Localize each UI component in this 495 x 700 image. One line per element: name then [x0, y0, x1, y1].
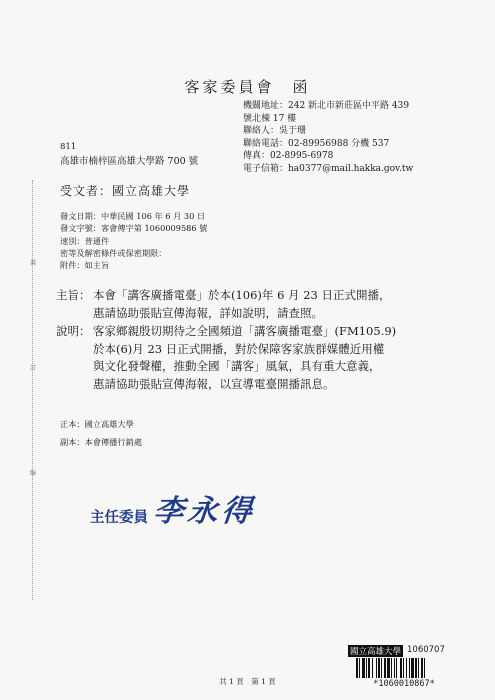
explanation-line-1: 客家鄉親殷切期待之全國頻道「講客廣播電臺」(FM105.9)	[93, 324, 397, 338]
delivery-speed: 速別：普通件	[60, 235, 110, 246]
recipient-address: 高雄市楠梓區高雄大學路 700 號	[60, 156, 199, 167]
recipient-zip: 811	[60, 142, 77, 152]
sender-info	[243, 100, 413, 176]
barcode	[356, 658, 452, 678]
cc-copy: 副本：本會傳播行銷處	[60, 437, 142, 447]
explanation-label: 說明：	[56, 324, 91, 338]
receipt-stamp	[348, 645, 460, 689]
document-number: 發文字號：客會傳字第 1060009586 號	[60, 223, 208, 234]
subject-line-1: 本會「講客廣播電臺」於本(106)年 6 月 23 日正式開播，	[93, 288, 391, 302]
attachment: 附件：如主旨	[60, 260, 110, 271]
explanation-section	[56, 323, 396, 393]
subject-section	[56, 287, 391, 322]
binding-mark-3: 線	[30, 470, 37, 477]
signature	[90, 486, 256, 530]
recipient: 受文者：國立高雄大學	[60, 184, 191, 198]
page-footer: 共 1 頁 第 1 頁	[219, 677, 276, 686]
explanation-line-4: 惠請協助張貼宣傳海報，以宣導電臺開播訊息。	[93, 376, 335, 391]
stamp-code: 1060707	[407, 645, 445, 655]
barcode-text: *1060010867*	[373, 679, 435, 689]
binding-mark-1: 裝	[30, 260, 37, 267]
issue-date: 發文日期：中華民國 106 年 6 月 30 日	[60, 211, 206, 221]
explanation-line-2: 於本(6)月 23 日正式開播，對於保障客家族群媒體近用權	[93, 341, 385, 356]
sender-phone: 聯絡電話：02-89956988 分機 537	[243, 138, 390, 149]
cc-primary: 正本：國立高雄大學	[60, 419, 134, 429]
binding-mark-2: 訂	[30, 365, 37, 372]
stamp-school: 國立高雄大學	[350, 647, 402, 657]
explanation-line-3: 與文化發聲權，推動全國「講客」風氣，具有重大意義，	[93, 359, 381, 373]
signature-name: 李永得	[151, 494, 258, 529]
document-meta	[60, 210, 207, 271]
sender-email: 電子信箱：ha0377@mail.hakka.gov.tw	[243, 163, 414, 174]
secrecy-level: 密等及解密條件或保密期限：	[60, 247, 167, 258]
sender-address-line1: 機關地址：242 新北市新莊區中平路 439	[243, 101, 410, 111]
sender-address-line2: 號北棟 17 樓	[243, 113, 297, 124]
signature-title: 主任委員	[90, 510, 148, 526]
sender-contact: 聯絡人：吳于珊	[243, 126, 307, 137]
sender-fax: 傳真：02-8995-6978	[243, 151, 334, 162]
document-title: 客家委員會 函	[184, 78, 311, 96]
subject-label: 主旨：	[56, 288, 91, 302]
binding-line	[32, 180, 33, 600]
subject-line-2: 惠請協助張貼宣傳海報，詳如說明，請查照。	[93, 305, 323, 320]
